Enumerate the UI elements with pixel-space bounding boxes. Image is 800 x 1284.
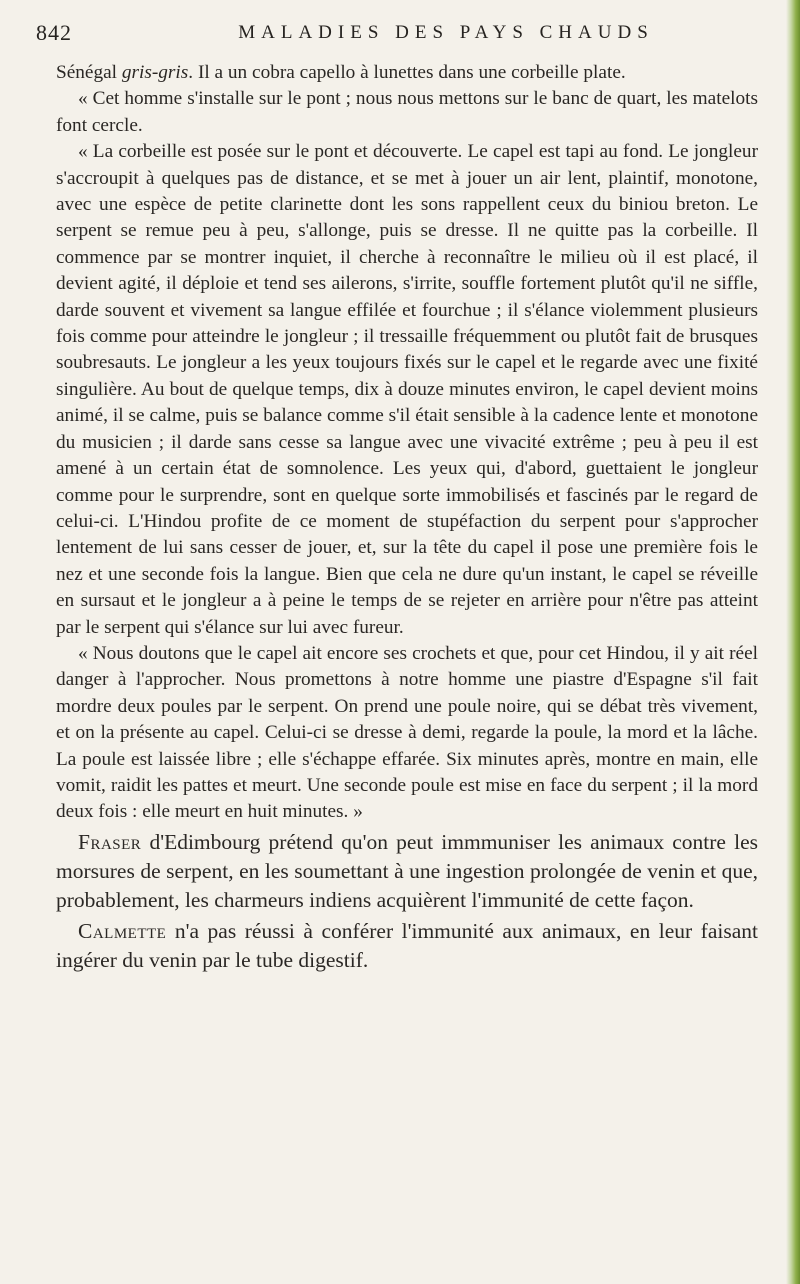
body-text xyxy=(56,60,758,975)
paragraph-continuation: Sénégal gris-gris. Il a un cobra capello à lunettes dans une corbeille plate. xyxy=(56,62,626,83)
gris-gris-term: gris-gris xyxy=(121,62,189,83)
paragraph-calmette: Calmette n'a pas réussi à conférer l'immunité aux animaux, en leur faisant ingérer du venin par le tube digestif. xyxy=(56,918,758,972)
paragraph-poule-experiment: « Nous doutons que le capel ait encore ses crochets et que, pour cet Hindou, il y ait réel danger à l'approcher. Nous promettons à notre homme une piastre d'Espagne s'il fait mordre deux poules par le serpent. On prend une poule noire, qui se débat très vivement, et on la présente au capel. Celui-ci se dresse à demi, regarde la poule, la mord et la lâche. La poule est laissée libre ; elle s'échappe effarée. Six minutes après, montre en main, elle vomit, raidit les pattes et meurt. Une seconde poule est mise en face du serpent ; il la mord deux fois : elle meurt en huit minutes. » xyxy=(56,642,758,823)
paragraph-snake-charming: « La corbeille est posée sur le pont et découverte. Le capel est tapi au fond. Le jongleur s'accroupit à quelques pas de distance, et se met à jouer un air lent, plaintif, monotone, avec une espèce de petite clarinette dont les sons rappellent ceux du biniou breton. Le serpent se remue peu à peu, s'allonge, puis se dresse. Il ne quitte pas la corbeille. Il commence par se montrer inquiet, il cherche à reconnaître le milieu où il est placé, il devient agité, il déploie et tend ses ailerons, s'irrite, souffle fortement plutôt qu'il ne siffle, darde souvent et vivement sa langue effilée et fourchue ; il s'élance violemment plusieurs fois comme pour atteindre le jongleur ; il tressaille fréquemment ou plutôt fait de brusques soubresauts. Le jongleur a les yeux toujours fixés sur le capel et le regarde avec une fixité singulière. Au bout de quelque temps, dix à douze minutes environ, le capel devient moins animé, il se calme, puis se balance comme s'il était sensible à la cadence lente et monotone du musicien ; il darde sans cesse sa langue avec une vivacité extrême ; peu à peu il est amené à un certain état de somnolence. Les yeux qui, d'abord, guettaient le jongleur comme pour le surprendre, sont en quelque sorte immobilisés et fascinés par le regard de celui-ci. L'Hindou profite de ce moment de stupéfaction du serpent pour s'approcher lentement de lui sans cesser de jouer, et, sur la tête du capel il pose une première fois le nez et une seconde fois la langue. Bien que cela ne dure qu'un instant, le capel se réveille en sursaut et le jongleur a à peine le temps de se rejeter en arrière pour n'être pas atteint par le serpent qui s'élance sur lui avec fureur. xyxy=(56,141,758,638)
page-number: 842 xyxy=(36,20,72,45)
page-header xyxy=(36,20,776,50)
author-calmette: Calmette xyxy=(78,918,167,943)
running-head: MALADIES DES PAYS CHAUDS xyxy=(238,22,654,43)
paragraph-fraser: Fraser d'Edimbourg prétend qu'on peut immmuniser les animaux contre les morsures de serpent, en les soumettant à une ingestion prolongée de venin et que, probablement, les charmeurs indiens acquièrent l'immunité de cette façon. xyxy=(56,829,758,912)
author-fraser: Fraser xyxy=(78,829,142,854)
paragraph-installation: « Cet homme s'installe sur le pont ; nous nous mettons sur le banc de quart, les matelots font cercle. xyxy=(56,88,758,136)
page-edge-binding xyxy=(786,0,800,1284)
